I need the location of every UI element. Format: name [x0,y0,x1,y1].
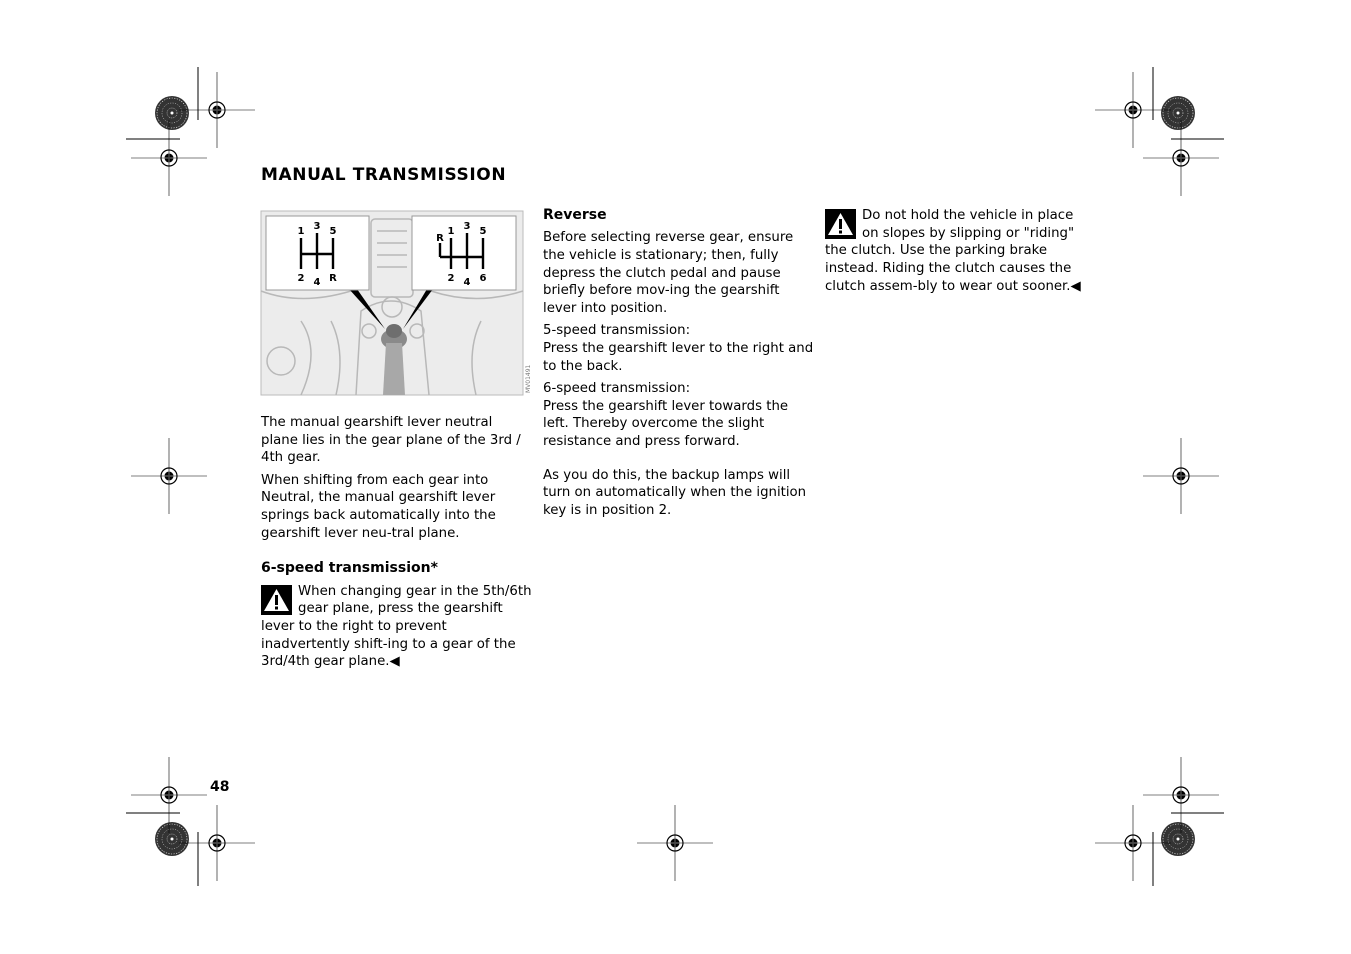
print-color-wheel-icon [1161,96,1195,130]
end-of-section-triangle-icon: ◀ [1070,278,1081,294]
registration-mark-icon [131,120,207,196]
registration-mark-icon [1143,438,1219,514]
registration-mark-icon [131,757,207,833]
shift-label: 1 [297,226,305,237]
registration-mark-icon [637,805,713,881]
warning-text: Do not hold the vehicle in place on slopes by slipping or "riding" the clutch. Use the parking brake instead. Riding the clutch causes the clutch assem-bly to wear out sooner. [825,208,1075,294]
para-label: 5-speed transmission: [543,323,691,339]
paragraph [543,380,815,451]
shift-label: R [329,273,337,284]
registration-mark-icon [1143,120,1219,196]
para-text: Press the gearshift lever to the right and to the back. [543,340,814,374]
paragraph: As you do this, the backup lamps will turn on automatically when the ignition key is in position 2. [543,467,807,519]
right-column [825,207,1093,296]
subheading-reverse: Reverse [543,207,607,223]
shift-label: 3 [313,221,321,232]
print-color-wheel-icon [1161,822,1195,856]
paragraph: When shifting from each gear into Neutral, the manual gearshift lever springs back automatically into the gearshift lever neu-tral plane. [261,472,496,541]
shift-label: 2 [447,273,455,284]
shift-label: 4 [313,277,321,288]
end-of-section-triangle-icon: ◀ [389,654,400,670]
shift-label: 5 [329,226,337,237]
registration-mark-icon [179,805,255,881]
warning-text: When changing gear in the 5th/6th gear plane, press the gearshift lever to the right to prevent inadvertently shift-ing to a gear of the 3rd/4th gear plane. [261,583,532,670]
middle-column [543,207,815,524]
registration-mark-icon [1095,805,1171,881]
shift-label: 4 [463,277,471,288]
shift-label: 2 [297,273,305,284]
print-color-wheel-icon [155,822,189,856]
print-color-wheel-icon [155,96,189,130]
shift-label: R [436,233,444,244]
paragraph: The manual gearshift lever neutral plane lies in the gear plane of the 3rd / 4th gear. [261,415,521,466]
warning-triangle-icon [261,585,292,615]
para-label: 6-speed transmission: [543,380,691,396]
left-column [261,414,533,671]
section-title: MANUAL TRANSMISSION [261,165,507,185]
shift-label: 1 [447,226,455,237]
shift-label: 3 [463,221,471,232]
shift-label: 5 [479,226,487,237]
shift-label: 6 [479,273,487,284]
registration-mark-icon [1143,757,1219,833]
registration-mark-icon [1095,72,1171,148]
warning-block [825,207,1093,296]
paragraph [543,322,815,375]
registration-mark-icon [131,438,207,514]
warning-block [261,583,533,672]
para-text: Press the gearshift lever towards the left. Thereby overcome the slight resistance and press forward. [543,398,789,449]
warning-triangle-icon [825,209,856,239]
registration-mark-icon [179,72,255,148]
image-code: MV01491 [525,364,532,393]
subheading-6-speed: 6-speed transmission* [261,560,438,577]
gearshift-pattern-figure [261,211,532,395]
page-number: 48 [210,779,230,795]
paragraph: Before selecting reverse gear, ensure the vehicle is stationary; then, fully depress the clutch pedal and pause briefly before mov-ing the gearshift lever into position. [543,230,794,317]
